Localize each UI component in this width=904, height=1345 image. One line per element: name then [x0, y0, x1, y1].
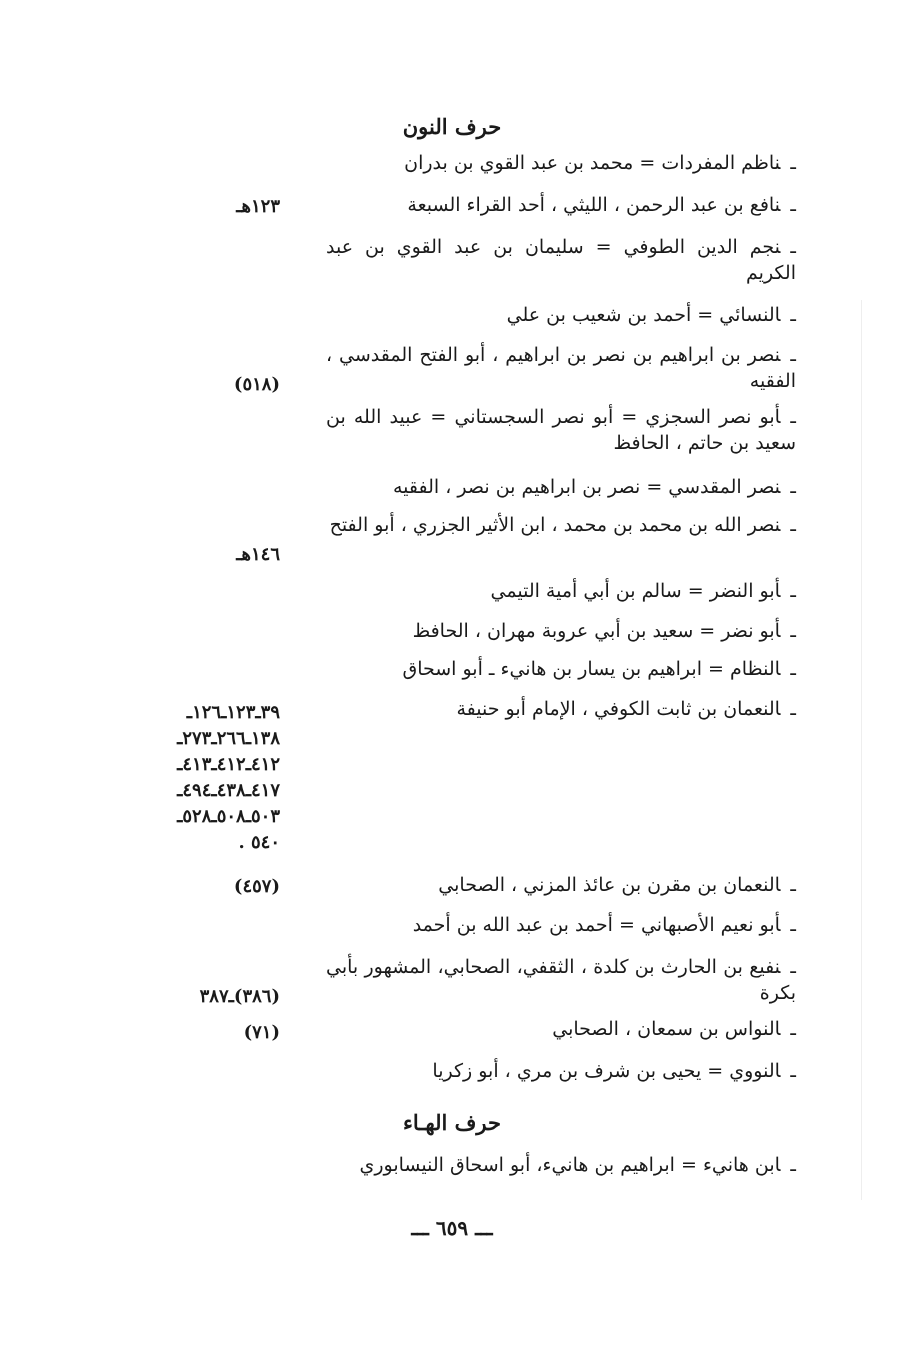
entry-dash: ـ: [790, 236, 796, 258]
entry-dash: ـ: [790, 344, 796, 366]
index-entry: [326, 192, 796, 218]
index-entry: [326, 656, 796, 682]
index-entry: [326, 954, 796, 1006]
index-entry: [326, 872, 796, 898]
entry-text: النعمان بن ثابت الكوفي ، الإمام أبو حنيفة: [456, 698, 781, 720]
entry-dash: ـ: [790, 914, 796, 936]
index-entry: [326, 150, 796, 176]
entry-reference: (٥١٨): [233, 374, 280, 395]
reference-line: ١٣٨ـ٢٦٦ـ٢٧٣ـ: [177, 728, 280, 749]
entry-text: نصر المقدسي = نصر بن ابراهيم بن نصر ، الفقيه: [392, 476, 781, 498]
reference-line: ٤١٢ـ٤١٢ـ٤١٣ـ: [177, 754, 280, 775]
entry-text: النسائي = أحمد بن شعيب بن علي: [506, 304, 781, 326]
entry-dash: ـ: [790, 476, 796, 498]
page-number: ـــ ٦٥٩ ـــ: [411, 1216, 493, 1240]
entry-reference: ١٢٣هـ: [236, 196, 280, 217]
page-edge-line: [861, 300, 862, 1200]
reference-line: ٣٩ـ١٢٣ـ١٢٦ـ: [186, 702, 280, 723]
entry-dash: ـ: [790, 406, 796, 428]
section-heading-noon: حرف النون: [402, 114, 502, 139]
entry-text: نصر الله بن محمد بن محمد ، ابن الأثير الجزري ، أبو الفتح: [329, 514, 781, 536]
entry-text: ابن هانيء = ابراهيم بن هانيء، أبو اسحاق النيسابوري: [359, 1154, 781, 1176]
entry-dash: ـ: [790, 698, 796, 720]
entry-reference: (٧١): [243, 1022, 280, 1043]
section-heading-haa: حرف الهـاء: [403, 1110, 501, 1135]
index-entry: [326, 618, 796, 644]
reference-line: ٤١٧ـ٤٣٨ـ٤٩٤ـ: [177, 780, 280, 801]
index-entry: [326, 234, 796, 286]
entry-dash: ـ: [790, 1060, 796, 1082]
entry-text: نجم الدين الطوفي = سليمان بن عبد القوي بن عبد الكريم: [326, 236, 796, 284]
index-entry: [326, 474, 796, 500]
index-entry: [326, 1058, 796, 1084]
entry-reference-list: [110, 700, 280, 856]
entry-text: نصر بن ابراهيم بن نصر بن ابراهيم ، أبو الفتح المقدسي ، الفقيه: [326, 344, 796, 392]
entry-dash: ـ: [790, 1154, 796, 1176]
entry-text: أبو النضر = سالم بن أبي أمية التيمي: [490, 580, 781, 602]
index-entry: [326, 1152, 796, 1178]
entry-text: نفيع بن الحارث بن كلدة ، الثقفي، الصحابي، المشهور بأبي بكرة: [326, 956, 796, 1004]
entry-dash: ـ: [790, 194, 796, 216]
entry-text: النووي = يحيى بن شرف بن مري ، أبو زكريا: [432, 1060, 781, 1082]
entry-text: ناظم المفردات = محمد بن عبد القوي بن بدران: [404, 152, 781, 174]
entry-text: النواس بن سمعان ، الصحابي: [552, 1018, 781, 1040]
entry-reference: (٣٨٦)ـ٣٨٧: [199, 986, 280, 1007]
index-entry: [326, 302, 796, 328]
index-entry: [326, 912, 796, 938]
index-entry: [326, 342, 796, 394]
entry-dash: ـ: [790, 874, 796, 896]
index-entry: [326, 696, 796, 722]
entry-dash: ـ: [790, 580, 796, 602]
index-entry: [326, 1016, 796, 1042]
entry-dash: ـ: [790, 658, 796, 680]
entry-text: النعمان بن مقرن بن عائذ المزني ، الصحابي: [438, 874, 781, 896]
entry-dash: ـ: [790, 514, 796, 536]
entry-text: أبو نعيم الأصبهاني = أحمد بن عبد الله بن أحمد: [412, 914, 781, 936]
entry-dash: ـ: [790, 620, 796, 642]
entry-dash: ـ: [790, 1018, 796, 1040]
index-entry: [326, 512, 796, 538]
entry-dash: ـ: [790, 304, 796, 326]
entry-reference: ١٤٦هـ: [236, 544, 280, 565]
entry-text: نافع بن عبد الرحمن ، الليثي ، أحد القراء السبعة: [407, 194, 781, 216]
reference-line: ٥٠٣ـ٥٠٨ـ٥٢٨ـ: [177, 806, 280, 827]
entry-text: أبو نصر السجزي = أبو نصر السجستاني = عبيد الله بن سعيد بن حاتم ، الحافظ: [326, 406, 796, 454]
entry-dash: ـ: [790, 956, 796, 978]
reference-line: ٥٤٠ .: [238, 832, 280, 853]
entry-reference: (٤٥٧): [233, 876, 280, 897]
entry-text: أبو نضر = سعيد بن أبي عروبة مهران ، الحافظ: [412, 620, 781, 642]
entry-dash: ـ: [790, 152, 796, 174]
index-entry: [326, 578, 796, 604]
entry-text: النظام = ابراهيم بن يسار بن هانيء ـ أبو اسحاق: [402, 658, 781, 680]
index-entry: [326, 404, 796, 456]
